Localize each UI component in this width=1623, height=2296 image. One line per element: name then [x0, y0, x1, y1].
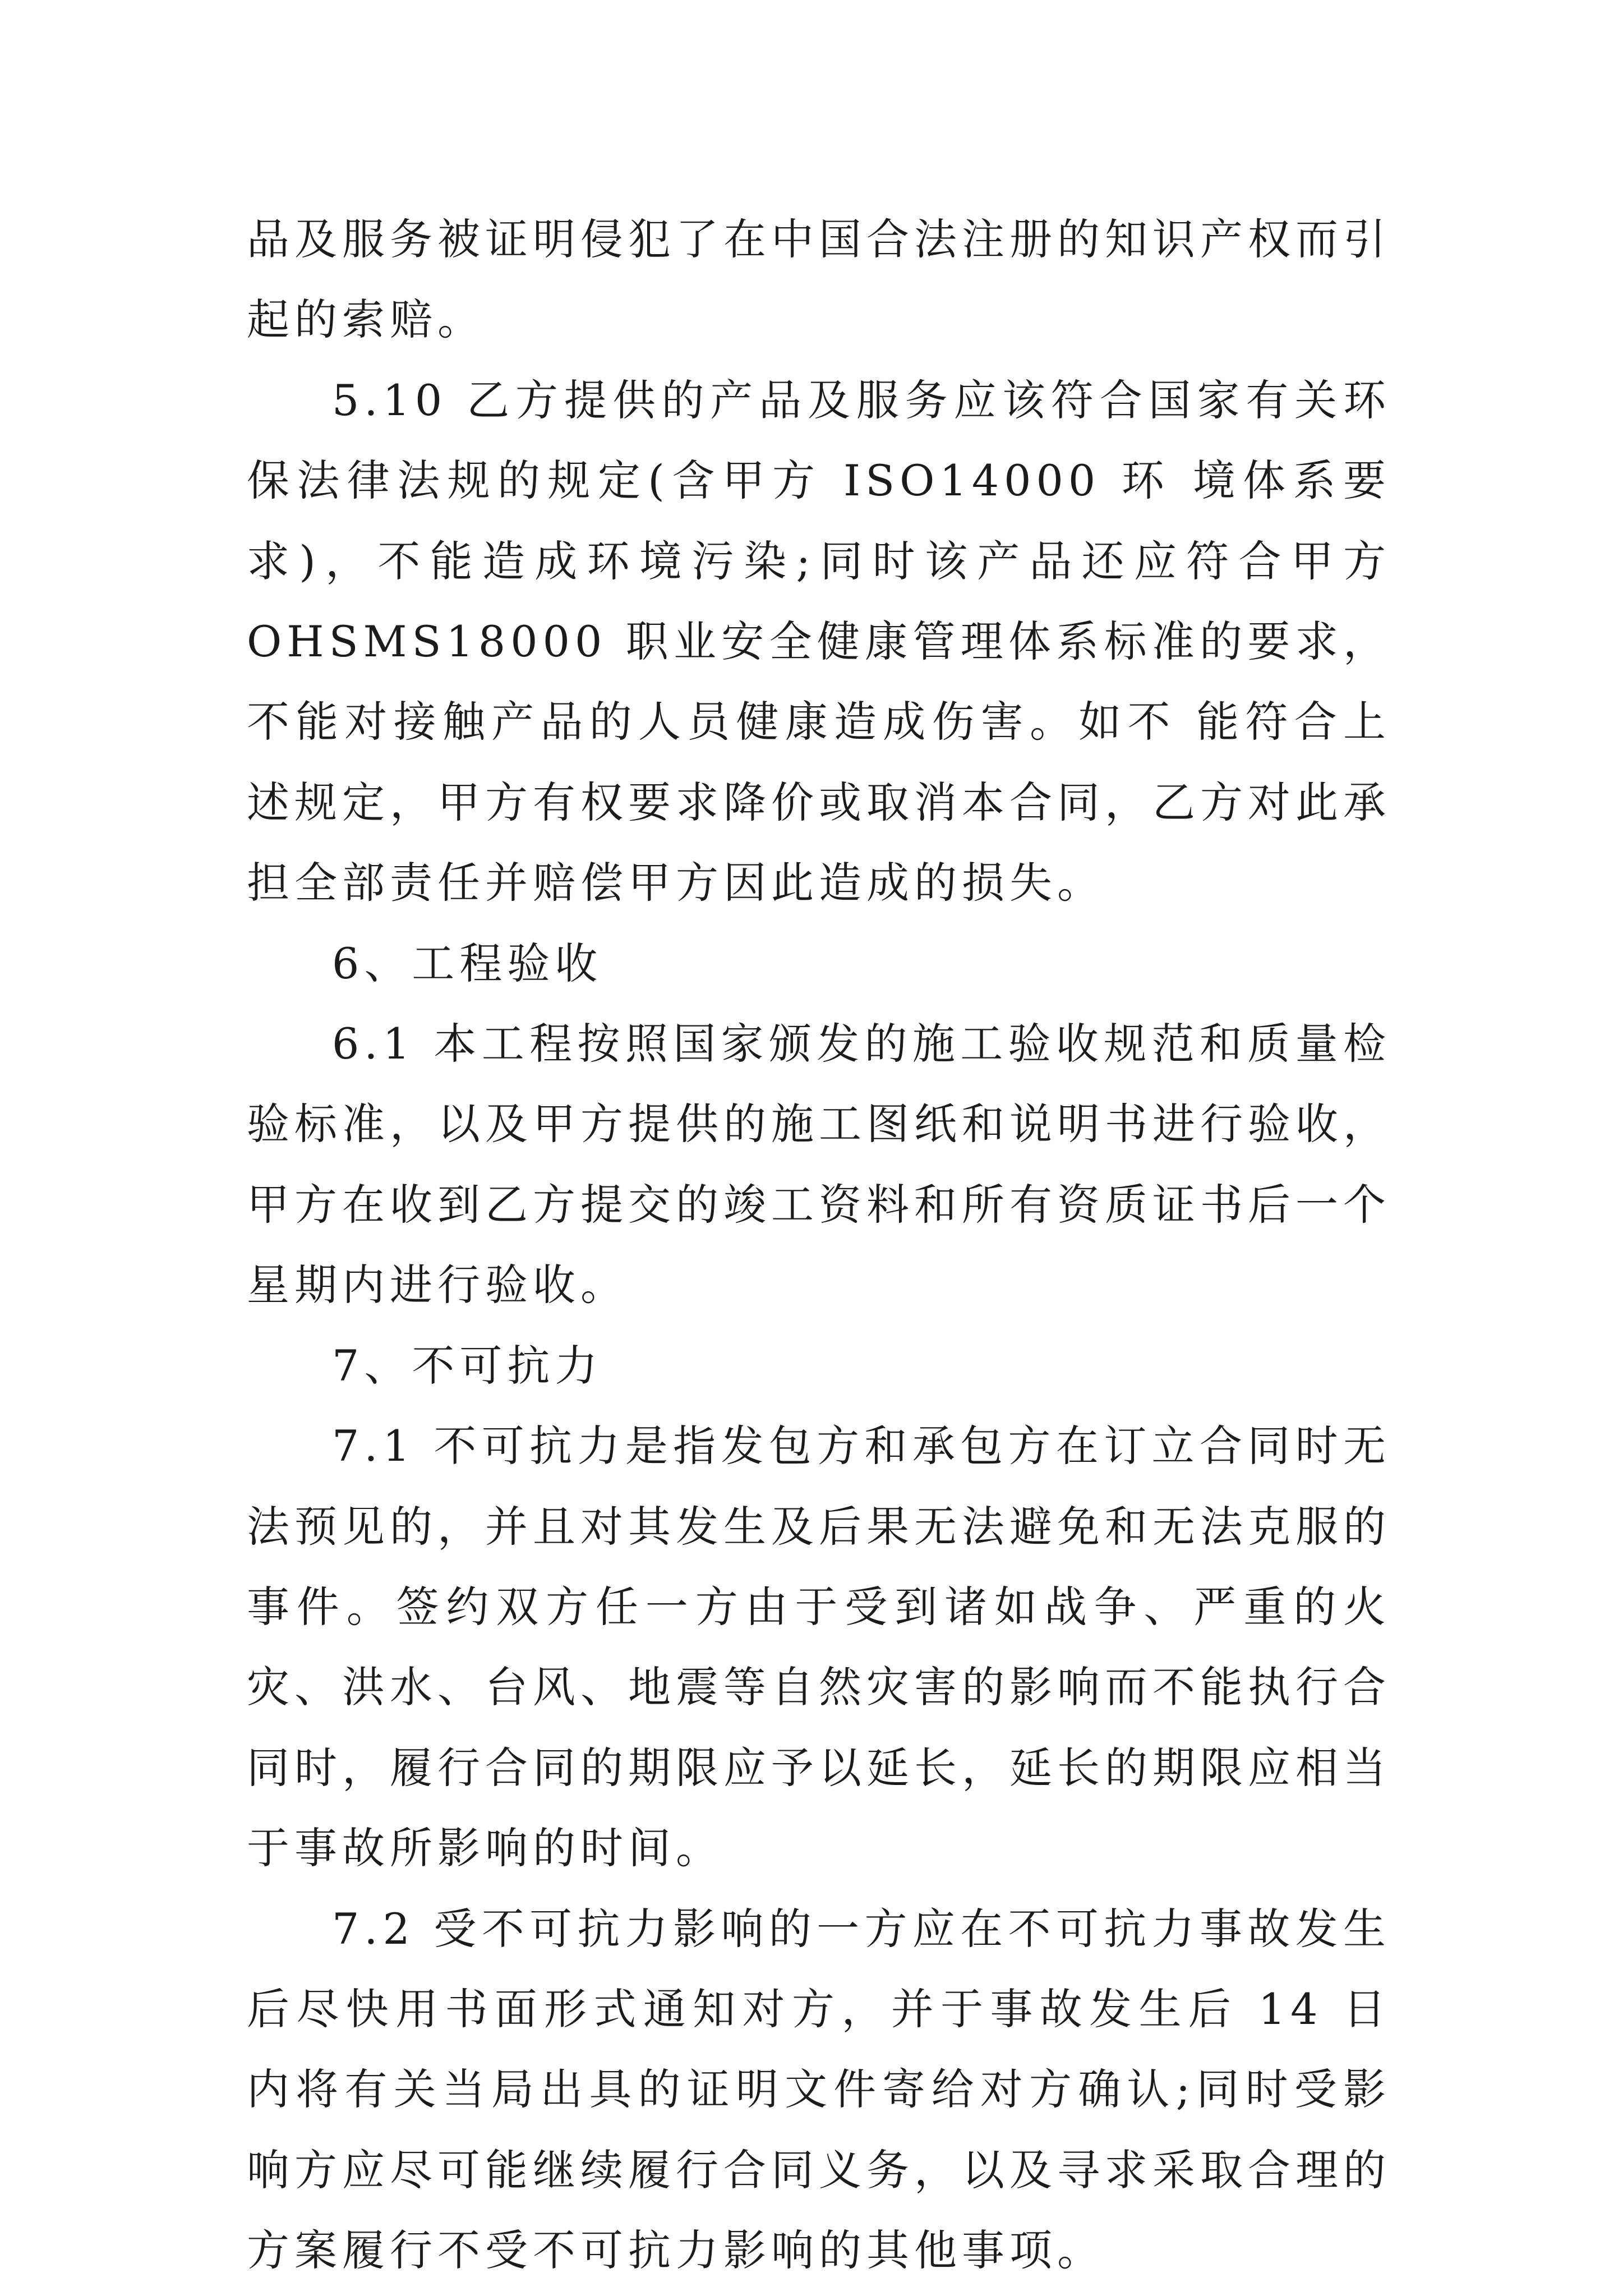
paragraph-clause-5-10: 5.10 乙方提供的产品及服务应该符合国家有关环保法律法规的规定(含甲方 ISO14000 环 境体系要求)，不能造成环境污染;同时该产品还应符合甲方 OHSMS18000 职业安全健康管理体系标准的要求，不能对接触产品的人员健康造成伤害。如不 能符合上述规定，甲方有权要求降价或取消本合同，乙方对此承担全部责任并赔偿甲方因此造成的损失。: [247, 375, 1391, 908]
section-heading-force-majeure: 7、不可抗力: [332, 1340, 603, 1391]
paragraph-clause-7-1: 7.1 不可抗力是指发包方和承包方在订立合同时无法预见的，并且对其发生及后果无法避免和无法克服的事件。签约双方任一方由于受到诸如战争、严重的火灾、洪水、台风、地震等自然灾害的影响而不能执行合同时，履行合同的期限应予以延长，延长的期限应相当于事故所影响的时间。: [247, 1421, 1391, 1874]
paragraph-clause-6-1: 6.1 本工程按照国家颁发的施工验收规范和质量检验标准，以及甲方提供的施工图纸和说明书进行验收，甲方在收到乙方提交的竣工资料和所有资质证书后一个星期内进行验收。: [247, 1019, 1391, 1310]
paragraph-continuation-clause-5-9: 品及服务被证明侵犯了在中国合法注册的知识产权而引起的索赔。: [247, 214, 1391, 345]
section-heading-engineering-acceptance: 6、工程验收: [332, 938, 603, 988]
document-body: [247, 199, 1391, 2291]
paragraph-clause-7-2: 7.2 受不可抗力影响的一方应在不可抗力事故发生后尽快用书面形式通知对方，并于事故发生后 14 日内将有关当局出具的证明文件寄给对方确认;同时受影响方应尽可能继续履行合同义务，以及寻求采取合理的方案履行不受不可抗力影响的其他事项。: [247, 1903, 1391, 2276]
